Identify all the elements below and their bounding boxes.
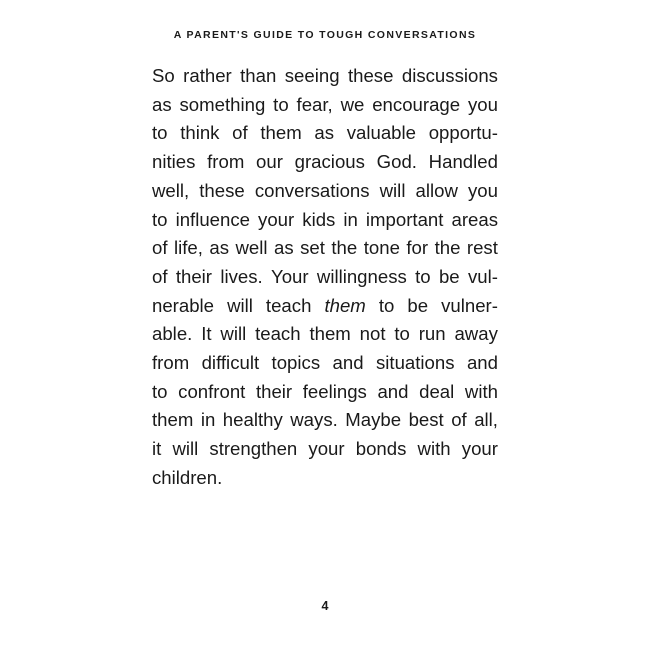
body-word: tone	[363, 237, 400, 259]
body-word: as	[274, 237, 294, 259]
body-word: deal	[419, 380, 455, 402]
body-word: nerable	[152, 294, 215, 316]
body-line	[152, 91, 498, 120]
body-line	[152, 62, 498, 91]
body-word: your	[461, 438, 498, 460]
body-word: valuable	[346, 122, 416, 144]
body-line	[152, 292, 498, 321]
body-word: them	[260, 122, 302, 144]
body-word: our	[256, 151, 283, 173]
body-line	[152, 378, 498, 407]
body-word: fear,	[296, 93, 333, 115]
body-word: these	[199, 179, 245, 201]
body-word: seeing	[284, 65, 340, 86]
body-word: not	[359, 323, 386, 345]
body-paragraph	[152, 62, 498, 493]
body-word: rather	[183, 65, 232, 86]
body-word: as	[209, 237, 230, 259]
body-word: life,	[173, 237, 203, 259]
body-word: be	[407, 294, 429, 316]
body-word: healthy	[222, 409, 283, 431]
body-word: them	[309, 323, 351, 345]
body-word: and	[332, 352, 364, 374]
body-word: best	[408, 409, 444, 431]
body-word: difficult	[201, 352, 260, 374]
body-word: ways.	[290, 409, 338, 431]
body-word: vulner-	[441, 294, 498, 316]
body-word: in	[200, 409, 216, 431]
body-word: set	[300, 237, 325, 259]
body-word: and	[466, 352, 498, 374]
body-word: situations	[375, 352, 455, 374]
body-word: to	[152, 380, 168, 402]
body-line	[152, 206, 498, 235]
body-word: of	[451, 409, 467, 431]
body-word: topics	[271, 352, 321, 374]
body-word: important	[365, 208, 444, 230]
body-word: to	[415, 265, 431, 287]
body-line	[152, 349, 498, 378]
body-word: run	[418, 323, 446, 345]
body-word: lives.	[220, 265, 263, 287]
body-word: areas	[451, 208, 498, 230]
body-word: as	[152, 93, 172, 115]
body-word: feelings	[302, 380, 367, 402]
body-word: conversations	[254, 179, 370, 201]
body-word: it	[152, 438, 162, 460]
body-word: children.	[152, 466, 223, 488]
body-word: them	[324, 294, 366, 316]
body-word: will	[227, 294, 253, 316]
body-word: influence	[175, 208, 250, 230]
body-line	[152, 119, 498, 148]
body-word: of	[152, 237, 168, 259]
body-line	[152, 464, 498, 493]
body-word: your	[308, 438, 345, 460]
body-word: you	[467, 93, 498, 115]
body-word: will	[220, 323, 247, 345]
body-line	[152, 320, 498, 349]
body-word: able.	[152, 323, 193, 345]
body-word: vul-	[467, 265, 498, 287]
body-word: something	[179, 93, 266, 115]
body-word: with	[464, 380, 498, 402]
body-word: your	[258, 208, 295, 230]
body-word: think	[180, 122, 220, 144]
body-word: than	[240, 65, 277, 86]
body-word: teach	[265, 294, 312, 316]
body-word: will	[172, 438, 199, 460]
body-word: all,	[474, 409, 498, 431]
body-text-block	[152, 62, 498, 493]
body-word: teach	[255, 323, 301, 345]
body-word: their	[255, 380, 293, 402]
body-word: them	[152, 409, 194, 431]
body-word: bonds	[355, 438, 407, 460]
body-word: allow	[415, 179, 458, 201]
body-word: from	[207, 151, 245, 173]
body-word: from	[152, 352, 190, 374]
body-word: in	[343, 208, 358, 230]
body-word: to	[394, 323, 410, 345]
body-line	[152, 177, 498, 206]
body-word: the	[331, 237, 358, 259]
body-word: with	[417, 438, 451, 460]
body-word: Maybe	[345, 409, 402, 431]
body-line	[152, 435, 498, 464]
page-number: 4	[321, 599, 329, 613]
body-word: discussions	[401, 65, 498, 86]
body-word: the	[434, 237, 461, 259]
body-word: well,	[152, 179, 190, 201]
body-word: to	[378, 294, 395, 316]
body-word: encourage	[372, 93, 461, 115]
body-word: Your	[271, 265, 309, 287]
body-word: to	[273, 93, 289, 115]
body-line	[152, 148, 498, 177]
body-word: confront	[178, 380, 246, 402]
body-word: away	[454, 323, 498, 345]
body-word: nities	[152, 151, 196, 173]
body-line	[152, 406, 498, 435]
body-word: we	[340, 93, 365, 115]
body-word: So	[152, 65, 175, 86]
body-word: strengthen	[209, 438, 298, 460]
body-word: you	[467, 179, 498, 201]
body-line	[152, 234, 498, 263]
body-word: kids	[302, 208, 336, 230]
running-head: A PARENT'S GUIDE TO TOUGH CONVERSATIONS	[173, 29, 477, 41]
body-word: as	[314, 122, 335, 144]
body-word: Handled	[428, 151, 498, 173]
body-word: be	[438, 265, 460, 287]
body-line	[152, 263, 498, 292]
body-word: and	[377, 380, 409, 402]
body-word: will	[379, 179, 406, 201]
body-word: willingness	[316, 265, 407, 287]
body-word: of	[152, 265, 168, 287]
body-word: their	[175, 265, 212, 287]
body-word: of	[232, 122, 248, 144]
body-word: these	[347, 65, 394, 86]
body-word: opportu-	[428, 122, 498, 144]
body-word: for	[406, 237, 429, 259]
body-word: to	[152, 122, 168, 144]
body-word: rest	[466, 237, 498, 259]
body-word: God.	[376, 151, 417, 173]
body-word: to	[152, 208, 168, 230]
body-word: gracious	[294, 151, 365, 173]
body-word: It	[201, 323, 212, 345]
body-word: well	[235, 237, 268, 259]
